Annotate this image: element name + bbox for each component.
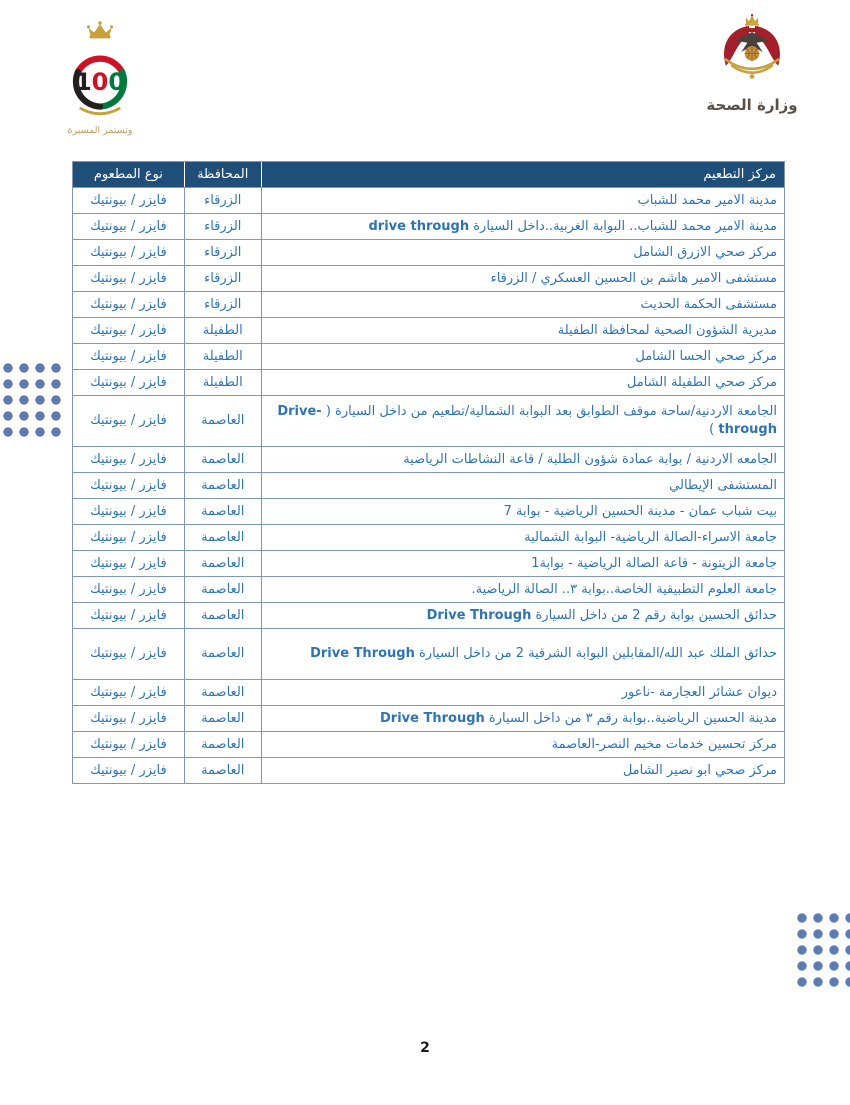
- vaccine-cell: فايزر / بيونتيك: [73, 239, 184, 265]
- center-cell: مدينة الامير محمد للشباب: [261, 187, 784, 213]
- center-cell: المستشفى الإيطالي: [261, 472, 784, 498]
- vaccine-cell: فايزر / بيونتيك: [73, 705, 184, 731]
- ministry-crest: [700, 12, 804, 114]
- center-cell: جامعة الاسراء-الصالة الرياضية- البوابة الشمالية: [261, 524, 784, 550]
- vaccine-cell: فايزر / بيونتيك: [73, 265, 184, 291]
- governorate-cell: العاصمة: [184, 395, 261, 446]
- vaccine-cell: فايزر / بيونتيك: [73, 446, 184, 472]
- table-row: [73, 550, 784, 576]
- governorate-cell: الزرقاء: [184, 187, 261, 213]
- table-row: [73, 369, 784, 395]
- center-cell: مديرية الشؤون الصحية لمحافظة الطفيلة: [261, 317, 784, 343]
- table-header-row: [73, 162, 784, 187]
- vaccine-cell: فايزر / بيونتيك: [73, 757, 184, 783]
- governorate-cell: العاصمة: [184, 731, 261, 757]
- governorate-cell: العاصمة: [184, 576, 261, 602]
- governorate-cell: العاصمة: [184, 472, 261, 498]
- table-row: [73, 705, 784, 731]
- table-row: [73, 213, 784, 239]
- center-cell: جامعة الزيتونة - قاعة الصالة الرياضية - بوابة1: [261, 550, 784, 576]
- centennial-logo: [48, 20, 152, 136]
- vaccine-cell: فايزر / بيونتيك: [73, 369, 184, 395]
- dots-decoration-left: [0, 360, 62, 440]
- dots-decoration-right: [794, 910, 850, 992]
- page-number: 2: [420, 1040, 430, 1056]
- table-row: [73, 317, 784, 343]
- center-cell: مركز صحي ابو نصير الشامل: [261, 757, 784, 783]
- crown-icon: [87, 21, 113, 38]
- center-cell: ديوان عشائر العجارمة -ناعور: [261, 679, 784, 705]
- vaccine-cell: فايزر / بيونتيك: [73, 524, 184, 550]
- table-row: [73, 343, 784, 369]
- table-row: [73, 446, 784, 472]
- table-row: [73, 498, 784, 524]
- vaccination-table-body: [73, 187, 784, 783]
- governorate-cell: العاصمة: [184, 446, 261, 472]
- center-cell: بيت شباب عمان - مدينة الحسين الرياضية - بوابة 7: [261, 498, 784, 524]
- center-cell: مركز صحي الحسا الشامل: [261, 343, 784, 369]
- header-vaccination-center: مركز التطعيم: [261, 162, 784, 187]
- coat-of-arms-icon: [706, 12, 798, 92]
- center-cell: الجامعه الاردنية / بوابة عمادة شؤون الطلبة / قاعة النشاطات الرياضية: [261, 446, 784, 472]
- governorate-cell: الطفيلة: [184, 343, 261, 369]
- header-governorate: المحافظة: [184, 162, 261, 187]
- table-row: [73, 472, 784, 498]
- center-cell: مركز صحي الطفيلة الشامل: [261, 369, 784, 395]
- vaccine-cell: فايزر / بيونتيك: [73, 213, 184, 239]
- table-row: [73, 628, 784, 679]
- center-cell: حدائق الملك عبد الله/المقابلين البوابة الشرقية 2 من داخل السيارة Drive Through: [261, 628, 784, 679]
- table-row: [73, 291, 784, 317]
- vaccine-cell: فايزر / بيونتيك: [73, 343, 184, 369]
- center-cell: مركز صحي الازرق الشامل: [261, 239, 784, 265]
- table-row: [73, 679, 784, 705]
- centennial-100-icon: [52, 20, 148, 124]
- governorate-cell: العاصمة: [184, 628, 261, 679]
- governorate-cell: العاصمة: [184, 498, 261, 524]
- table-row: [73, 395, 784, 446]
- centennial-number: 100: [74, 68, 126, 97]
- center-cell: الجامعة الاردنية/ساحة موقف الطوابق بعد البوابة الشمالية/تطعيم من داخل السيارة ( Drive-through ): [261, 395, 784, 446]
- center-cell: مركز تحسين خدمات مخيم النصر-العاصمة: [261, 731, 784, 757]
- table-row: [73, 757, 784, 783]
- wreath-icon: [726, 60, 778, 73]
- center-cell: مدينة الحسين الرياضية..بوابة رقم ٣ من داخل السيارة Drive Through: [261, 705, 784, 731]
- center-cell: مدينة الامير محمد للشباب.. البوابة الغربية..داخل السيارة drive through: [261, 213, 784, 239]
- vaccine-cell: فايزر / بيونتيك: [73, 317, 184, 343]
- governorate-cell: الزرقاء: [184, 265, 261, 291]
- header-vaccine-type: نوع المطعوم: [73, 162, 184, 187]
- governorate-cell: العاصمة: [184, 550, 261, 576]
- vaccine-cell: فايزر / بيونتيك: [73, 550, 184, 576]
- governorate-cell: الزرقاء: [184, 291, 261, 317]
- governorate-cell: الزرقاء: [184, 213, 261, 239]
- center-cell: مستشفى الامير هاشم بن الحسين العسكري / الزرقاء: [261, 265, 784, 291]
- center-cell: جامعة العلوم التطبيقية الخاصة..بوابة ٣.. الصالة الرياضية.: [261, 576, 784, 602]
- table-row: [73, 731, 784, 757]
- governorate-cell: الطفيلة: [184, 369, 261, 395]
- vaccine-cell: فايزر / بيونتيك: [73, 498, 184, 524]
- vaccine-cell: فايزر / بيونتيك: [73, 395, 184, 446]
- governorate-cell: العاصمة: [184, 602, 261, 628]
- vaccination-centers-table: [72, 161, 785, 784]
- centennial-tagline: وتستمر المسيرة: [67, 125, 133, 136]
- center-cell: مستشفى الحكمة الحديث: [261, 291, 784, 317]
- ministry-name: وزارة الصحة: [706, 96, 798, 114]
- table-row: [73, 265, 784, 291]
- table-row: [73, 576, 784, 602]
- vaccine-cell: فايزر / بيونتيك: [73, 602, 184, 628]
- vaccine-cell: فايزر / بيونتيك: [73, 679, 184, 705]
- center-cell: حدائق الحسين بوابة رقم 2 من داخل السيارة Drive Through: [261, 602, 784, 628]
- table-row: [73, 602, 784, 628]
- governorate-cell: العاصمة: [184, 524, 261, 550]
- governorate-cell: العاصمة: [184, 705, 261, 731]
- vaccine-cell: فايزر / بيونتيك: [73, 628, 184, 679]
- vaccine-cell: فايزر / بيونتيك: [73, 576, 184, 602]
- vaccine-cell: فايزر / بيونتيك: [73, 291, 184, 317]
- vaccine-cell: فايزر / بيونتيك: [73, 472, 184, 498]
- table-row: [73, 524, 784, 550]
- vaccine-cell: فايزر / بيونتيك: [73, 187, 184, 213]
- table-row: [73, 187, 784, 213]
- governorate-cell: الطفيلة: [184, 317, 261, 343]
- governorate-cell: الزرقاء: [184, 239, 261, 265]
- table-row: [73, 239, 784, 265]
- governorate-cell: العاصمة: [184, 757, 261, 783]
- vaccine-cell: فايزر / بيونتيك: [73, 731, 184, 757]
- governorate-cell: العاصمة: [184, 679, 261, 705]
